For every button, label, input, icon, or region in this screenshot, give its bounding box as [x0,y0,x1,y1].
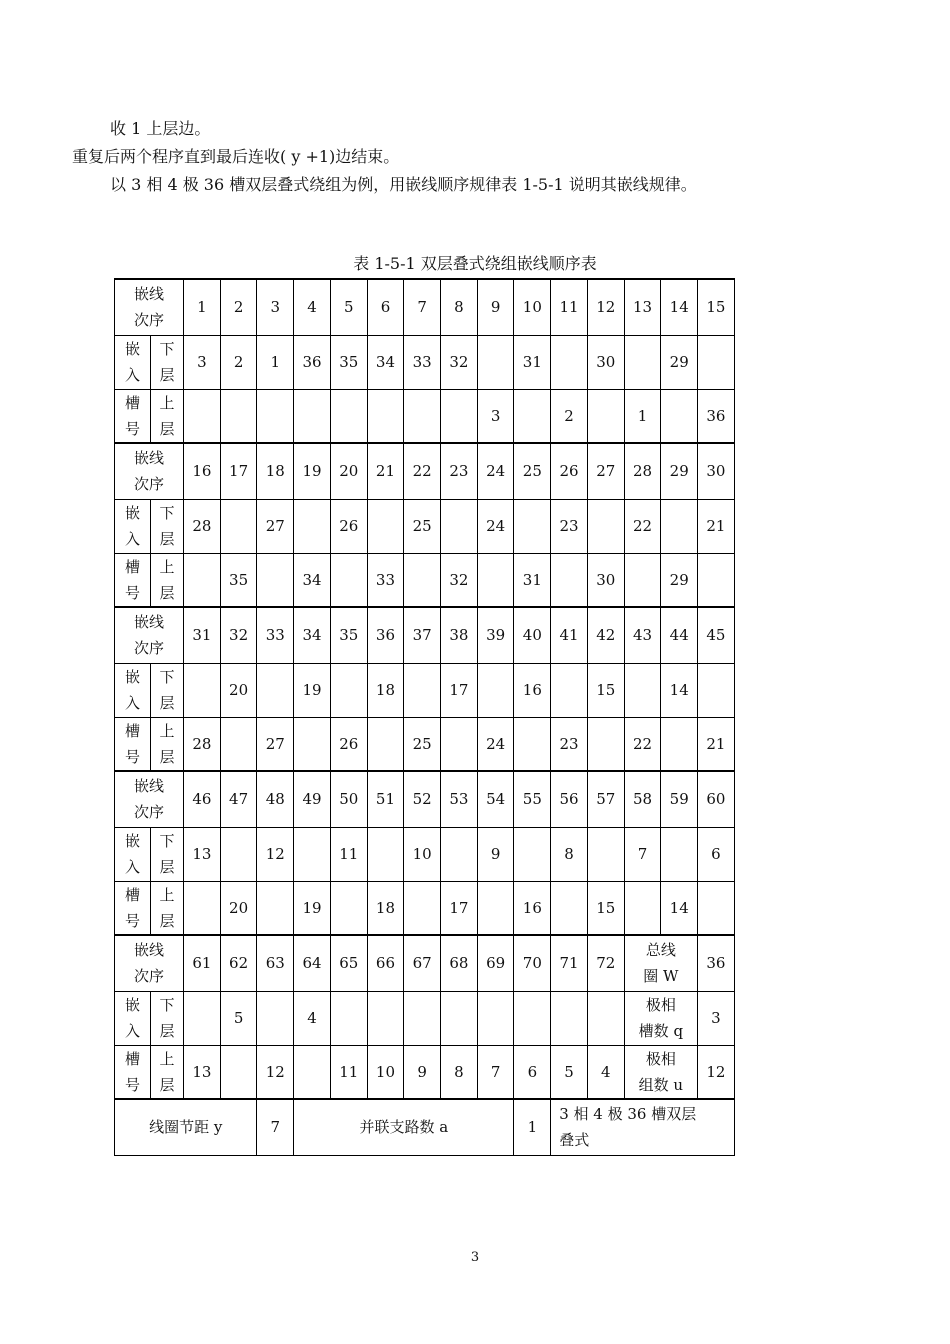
order-cell: 52 [404,771,441,827]
order-cell: 32 [220,607,257,663]
order-cell: 59 [661,771,698,827]
lower-cell [661,827,698,881]
order-cell: 58 [624,771,661,827]
side-value: 36 [698,935,735,991]
order-cell: 2 [220,279,257,335]
order-cell: 48 [257,771,294,827]
upper-cell: 7 [477,1045,514,1099]
lower-cell: 31 [514,335,551,389]
lower-cell [551,663,588,717]
branches-label: 并联支路数 a [294,1099,514,1155]
order-cell: 1 [184,279,221,335]
lower-cell: 27 [257,499,294,553]
lower-cell [404,663,441,717]
lower-cell [477,335,514,389]
upper-cell [587,717,624,771]
upper-cell: 27 [257,717,294,771]
order-cell: 61 [184,935,221,991]
lower-cell [367,499,404,553]
lower-layer-row [115,335,735,389]
order-cell: 30 [698,443,735,499]
lower-cell: 21 [698,499,735,553]
lower-cell: 18 [367,663,404,717]
order-cell: 35 [330,607,367,663]
lower-cell [367,827,404,881]
upper-cell: 31 [514,553,551,607]
lower-cell: 36 [294,335,331,389]
lower-cell [330,991,367,1045]
slot-label-top: 嵌 入 [115,499,151,553]
lower-cell [404,991,441,1045]
lower-cell: 35 [330,335,367,389]
upper-cell [698,553,735,607]
order-cell: 72 [587,935,624,991]
page-number: 3 [470,1250,480,1265]
upper-cell [257,389,294,443]
order-cell: 66 [367,935,404,991]
upper-cell: 30 [587,553,624,607]
order-cell: 51 [367,771,404,827]
lower-cell [624,663,661,717]
order-cell: 69 [477,935,514,991]
order-row [115,279,735,335]
upper-label: 上 层 [151,553,184,607]
order-cell: 64 [294,935,331,991]
lower-cell [220,827,257,881]
upper-cell [698,881,735,935]
lower-cell: 15 [587,663,624,717]
upper-cell [294,1045,331,1099]
lower-cell: 32 [441,335,478,389]
lower-cell [441,827,478,881]
lower-label: 下 层 [151,991,184,1045]
upper-cell: 21 [698,717,735,771]
order-cell: 12 [587,279,624,335]
order-cell: 56 [551,771,588,827]
lower-label: 下 层 [151,499,184,553]
order-label: 嵌线 次序 [115,935,184,991]
upper-cell: 6 [514,1045,551,1099]
order-cell: 55 [514,771,551,827]
order-cell: 17 [220,443,257,499]
order-cell: 11 [551,279,588,335]
order-cell: 42 [587,607,624,663]
lower-cell [257,663,294,717]
slot-label-top: 嵌 入 [115,827,151,881]
order-cell: 26 [551,443,588,499]
lower-cell: 23 [551,499,588,553]
upper-cell [367,389,404,443]
order-cell: 8 [441,279,478,335]
lower-cell [551,991,588,1045]
order-cell: 29 [661,443,698,499]
upper-layer-row [115,717,735,771]
lower-cell: 9 [477,827,514,881]
lower-cell [551,335,588,389]
upper-cell [551,881,588,935]
order-cell: 40 [514,607,551,663]
lower-cell [698,335,735,389]
lower-layer-row [115,663,735,717]
order-cell: 5 [330,279,367,335]
order-cell: 23 [441,443,478,499]
pitch-value: 7 [257,1099,294,1155]
upper-layer-row [115,1045,735,1099]
upper-cell [367,717,404,771]
upper-cell: 23 [551,717,588,771]
upper-cell [257,881,294,935]
upper-cell [587,389,624,443]
upper-cell: 11 [330,1045,367,1099]
upper-cell [551,553,588,607]
order-cell: 67 [404,935,441,991]
winding-order-table [114,278,735,1156]
slot-label-bottom: 槽 号 [115,1045,151,1099]
upper-cell: 19 [294,881,331,935]
order-cell: 43 [624,607,661,663]
lower-layer-row [115,499,735,553]
lower-cell: 25 [404,499,441,553]
order-cell: 57 [587,771,624,827]
upper-cell [441,389,478,443]
lower-cell: 34 [367,335,404,389]
upper-cell [477,553,514,607]
upper-label: 上 层 [151,717,184,771]
side-label: 总线 圈 W [624,935,697,991]
upper-cell [404,881,441,935]
upper-cell [624,881,661,935]
order-label: 嵌线 次序 [115,607,184,663]
lower-cell [220,499,257,553]
upper-cell: 22 [624,717,661,771]
upper-cell [330,553,367,607]
lower-cell [330,663,367,717]
upper-cell [514,389,551,443]
lower-cell: 13 [184,827,221,881]
lower-cell [587,499,624,553]
upper-cell: 9 [404,1045,441,1099]
order-cell: 44 [661,607,698,663]
order-cell: 36 [367,607,404,663]
upper-cell: 16 [514,881,551,935]
lower-cell [514,827,551,881]
lower-cell [661,499,698,553]
slot-label-bottom: 槽 号 [115,881,151,935]
upper-layer-row [115,389,735,443]
lower-label: 下 层 [151,335,184,389]
lower-cell [441,991,478,1045]
upper-cell [184,881,221,935]
lower-cell: 7 [624,827,661,881]
order-cell: 28 [624,443,661,499]
lower-cell: 30 [587,335,624,389]
side-label: 极相 槽数 q [624,991,697,1045]
order-row [115,935,735,991]
lower-cell: 19 [294,663,331,717]
table-caption: 表 1-5-1 双层叠式绕组嵌线顺序表 [353,254,597,273]
upper-cell: 25 [404,717,441,771]
upper-cell: 2 [551,389,588,443]
upper-cell [220,1045,257,1099]
upper-cell: 1 [624,389,661,443]
order-cell: 18 [257,443,294,499]
order-cell: 31 [184,607,221,663]
upper-cell: 33 [367,553,404,607]
upper-cell: 14 [661,881,698,935]
winding-description: 3 相 4 极 36 槽双层 叠式 [551,1099,735,1155]
order-cell: 24 [477,443,514,499]
order-cell: 47 [220,771,257,827]
order-cell: 38 [441,607,478,663]
lower-cell: 24 [477,499,514,553]
lower-cell: 22 [624,499,661,553]
lower-cell: 10 [404,827,441,881]
order-cell: 19 [294,443,331,499]
lower-cell: 2 [220,335,257,389]
upper-cell: 34 [294,553,331,607]
order-cell: 34 [294,607,331,663]
order-cell: 54 [477,771,514,827]
upper-cell [514,717,551,771]
upper-cell [404,553,441,607]
order-cell: 65 [330,935,367,991]
side-value: 12 [698,1045,735,1099]
upper-cell [184,389,221,443]
upper-cell: 15 [587,881,624,935]
lower-cell [184,991,221,1045]
upper-label: 上 层 [151,389,184,443]
order-cell: 60 [698,771,735,827]
slot-label-bottom: 槽 号 [115,553,151,607]
order-cell: 13 [624,279,661,335]
order-row [115,607,735,663]
lower-cell [514,499,551,553]
order-label: 嵌线 次序 [115,279,184,335]
order-cell: 25 [514,443,551,499]
lower-label: 下 层 [151,663,184,717]
upper-cell: 13 [184,1045,221,1099]
order-cell: 14 [661,279,698,335]
upper-cell [294,389,331,443]
order-label: 嵌线 次序 [115,443,184,499]
lower-layer-row [115,991,735,1045]
lower-cell [367,991,404,1045]
lower-cell: 5 [220,991,257,1045]
order-cell: 50 [330,771,367,827]
slot-label-bottom: 槽 号 [115,389,151,443]
lower-cell [184,663,221,717]
order-cell: 49 [294,771,331,827]
upper-label: 上 层 [151,881,184,935]
order-row [115,771,735,827]
upper-cell: 28 [184,717,221,771]
lower-cell [294,827,331,881]
order-cell: 39 [477,607,514,663]
upper-cell [330,881,367,935]
lower-cell [294,499,331,553]
lower-cell: 29 [661,335,698,389]
lower-cell: 16 [514,663,551,717]
upper-cell [404,389,441,443]
lower-cell [698,663,735,717]
order-row [115,443,735,499]
lower-layer-row [115,827,735,881]
order-cell: 63 [257,935,294,991]
lower-cell [587,991,624,1045]
lower-label: 下 层 [151,827,184,881]
order-cell: 71 [551,935,588,991]
order-cell: 16 [184,443,221,499]
slot-label-top: 嵌 入 [115,663,151,717]
upper-cell [257,553,294,607]
paragraph-2: 重复后两个程序直到最后连收( y +1)边结束。 [72,147,400,166]
upper-cell: 24 [477,717,514,771]
side-label: 极相 组数 u [624,1045,697,1099]
upper-cell [661,389,698,443]
lower-cell [477,991,514,1045]
lower-cell: 20 [220,663,257,717]
upper-cell: 3 [477,389,514,443]
upper-layer-row [115,881,735,935]
lower-cell: 6 [698,827,735,881]
upper-label: 上 层 [151,1045,184,1099]
order-cell: 33 [257,607,294,663]
upper-cell: 4 [587,1045,624,1099]
order-cell: 20 [330,443,367,499]
upper-cell [661,717,698,771]
order-cell: 68 [441,935,478,991]
slot-label-top: 嵌 入 [115,335,151,389]
order-cell: 41 [551,607,588,663]
upper-cell [477,881,514,935]
lower-cell: 8 [551,827,588,881]
upper-cell: 18 [367,881,404,935]
order-cell: 37 [404,607,441,663]
pitch-label: 线圈节距 y [115,1099,257,1155]
lower-cell [477,663,514,717]
upper-cell [220,389,257,443]
order-cell: 45 [698,607,735,663]
order-cell: 70 [514,935,551,991]
lower-cell: 26 [330,499,367,553]
lower-cell: 11 [330,827,367,881]
upper-cell [441,717,478,771]
upper-cell: 12 [257,1045,294,1099]
lower-cell: 1 [257,335,294,389]
upper-cell: 26 [330,717,367,771]
order-cell: 3 [257,279,294,335]
paragraph-3: 以 3 相 4 极 36 槽双层叠式绕组为例，用嵌线顺序规律表 1-5-1 说明其嵌线规律。 [110,175,697,194]
upper-layer-row [115,553,735,607]
paragraph-1: 收 1 上层边。 [110,119,211,138]
lower-cell [441,499,478,553]
lower-cell [514,991,551,1045]
lower-cell [257,991,294,1045]
lower-cell [624,335,661,389]
order-cell: 21 [367,443,404,499]
upper-cell: 10 [367,1045,404,1099]
upper-cell [624,553,661,607]
order-cell: 53 [441,771,478,827]
upper-cell: 29 [661,553,698,607]
order-cell: 22 [404,443,441,499]
lower-cell: 14 [661,663,698,717]
order-cell: 10 [514,279,551,335]
order-cell: 7 [404,279,441,335]
lower-cell: 12 [257,827,294,881]
slot-label-top: 嵌 入 [115,991,151,1045]
footer-row [115,1099,735,1155]
slot-label-bottom: 槽 号 [115,717,151,771]
order-cell: 6 [367,279,404,335]
upper-cell: 17 [441,881,478,935]
order-cell: 62 [220,935,257,991]
lower-cell: 17 [441,663,478,717]
order-cell: 15 [698,279,735,335]
upper-cell: 36 [698,389,735,443]
upper-cell: 20 [220,881,257,935]
order-cell: 27 [587,443,624,499]
upper-cell [184,553,221,607]
branches-value: 1 [514,1099,551,1155]
upper-cell [330,389,367,443]
lower-cell: 28 [184,499,221,553]
upper-cell: 5 [551,1045,588,1099]
upper-cell: 32 [441,553,478,607]
order-cell: 9 [477,279,514,335]
upper-cell: 35 [220,553,257,607]
lower-cell: 33 [404,335,441,389]
upper-cell: 8 [441,1045,478,1099]
side-value: 3 [698,991,735,1045]
lower-cell: 3 [184,335,221,389]
order-cell: 46 [184,771,221,827]
lower-cell: 4 [294,991,331,1045]
order-label: 嵌线 次序 [115,771,184,827]
order-cell: 4 [294,279,331,335]
lower-cell [587,827,624,881]
upper-cell [294,717,331,771]
upper-cell [220,717,257,771]
